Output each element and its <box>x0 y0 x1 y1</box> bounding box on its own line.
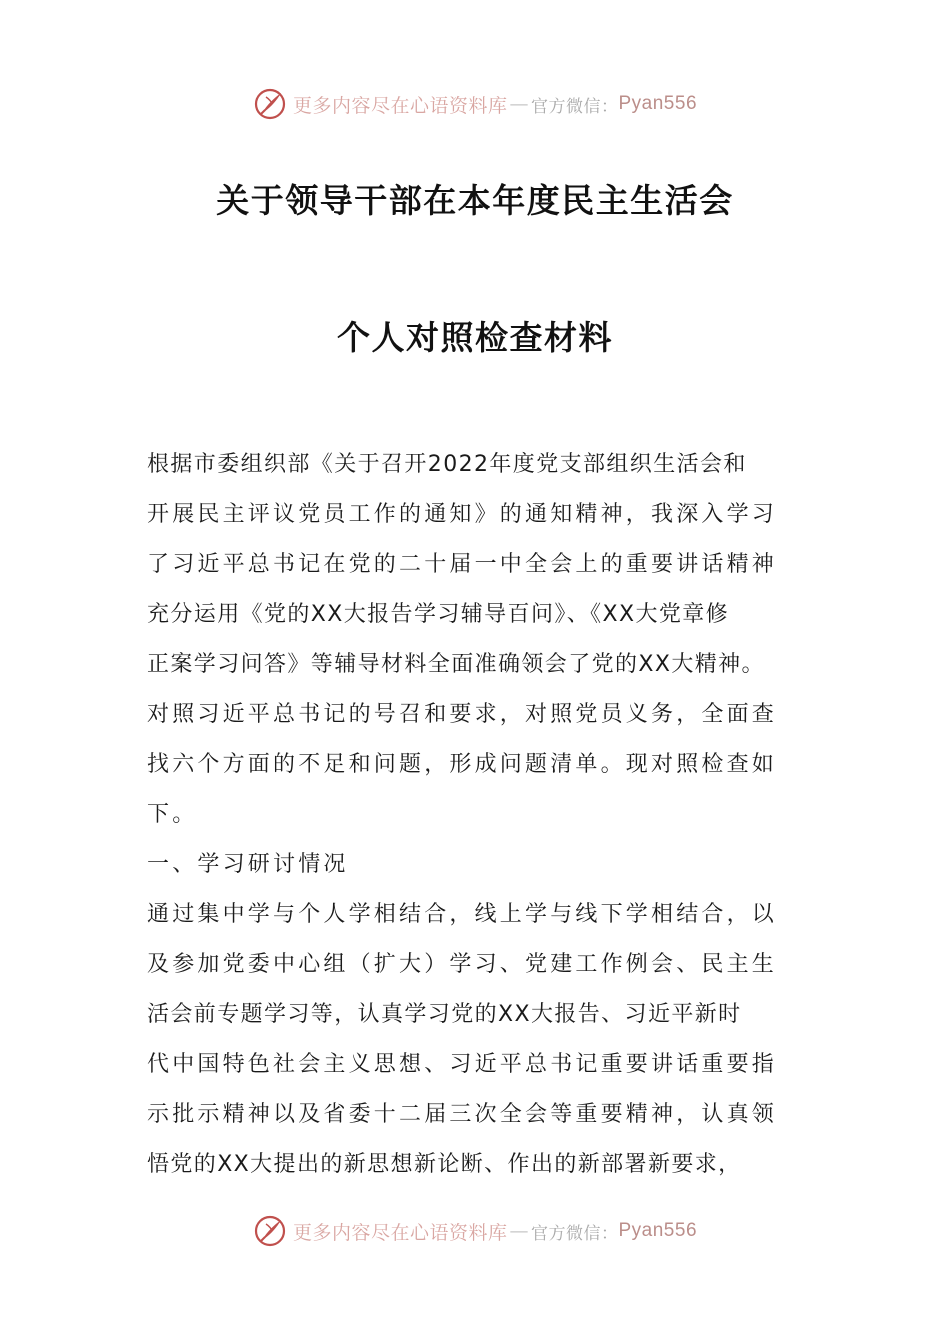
banner-contact-label: 官方微信： <box>531 96 619 117</box>
body-line: 下。 <box>147 802 198 827</box>
banner-contact-label: 官方微信： <box>531 1223 619 1244</box>
footer-watermark-banner <box>0 1211 950 1251</box>
banner-separator: — <box>509 1220 529 1242</box>
banner-slogan: 更多内容尽在心语资料库 <box>292 94 508 117</box>
quill-circle-logo-icon <box>253 1214 287 1248</box>
body-line: 根据市委组织部《关于召开2022年度党支部组织生活会和 <box>147 452 747 477</box>
body-line: 及参加党委中心组（扩大）学习、党建工作例会、民主生 <box>147 952 778 977</box>
body-line: 充分运用《党的XX大报告学习辅导百问》、《XX大党章修 <box>147 602 730 627</box>
body-line: 活会前专题学习等，认真学习党的XX大报告、习近平新时 <box>147 1002 742 1027</box>
banner-separator: — <box>509 93 529 115</box>
banner-slogan: 更多内容尽在心语资料库 <box>292 1221 508 1244</box>
body-line: 对照习近平总书记的号召和要求，对照党员义务，全面查 <box>147 702 778 727</box>
quill-circle-logo-icon <box>253 87 287 121</box>
document-title-line-2: 个人对照检查材料 <box>337 318 613 357</box>
body-line: 正案学习问答》等辅导材料全面准确领会了党的XX大精神。 <box>147 652 765 677</box>
section-heading: 一、学习研讨情况 <box>147 852 349 877</box>
header-watermark-banner <box>0 84 950 124</box>
body-line: 代中国特色社会主义思想、习近平总书记重要讲话重要指 <box>147 1052 778 1077</box>
body-line: 通过集中学与个人学相结合，线上学与线下学相结合，以 <box>147 902 778 927</box>
body-line: 悟党的XX大提出的新思想新论断、作出的新部署新要求， <box>147 1152 742 1177</box>
body-line: 开展民主评议党员工作的通知》的通知精神，我深入学习 <box>147 502 778 527</box>
body-line: 找六个方面的不足和问题，形成问题清单。现对照检查如 <box>147 752 778 777</box>
banner-account: Pyan556 <box>618 1220 698 1241</box>
banner-account: Pyan556 <box>618 93 698 114</box>
body-line: 示批示精神以及省委十二届三次全会等重要精神，认真领 <box>147 1102 778 1127</box>
body-line: 了习近平总书记在党的二十届一中全会上的重要讲话精神 <box>147 552 778 577</box>
document-title-line-1: 关于领导干部在本年度民主生活会 <box>216 181 734 220</box>
document-body <box>147 440 817 1190</box>
